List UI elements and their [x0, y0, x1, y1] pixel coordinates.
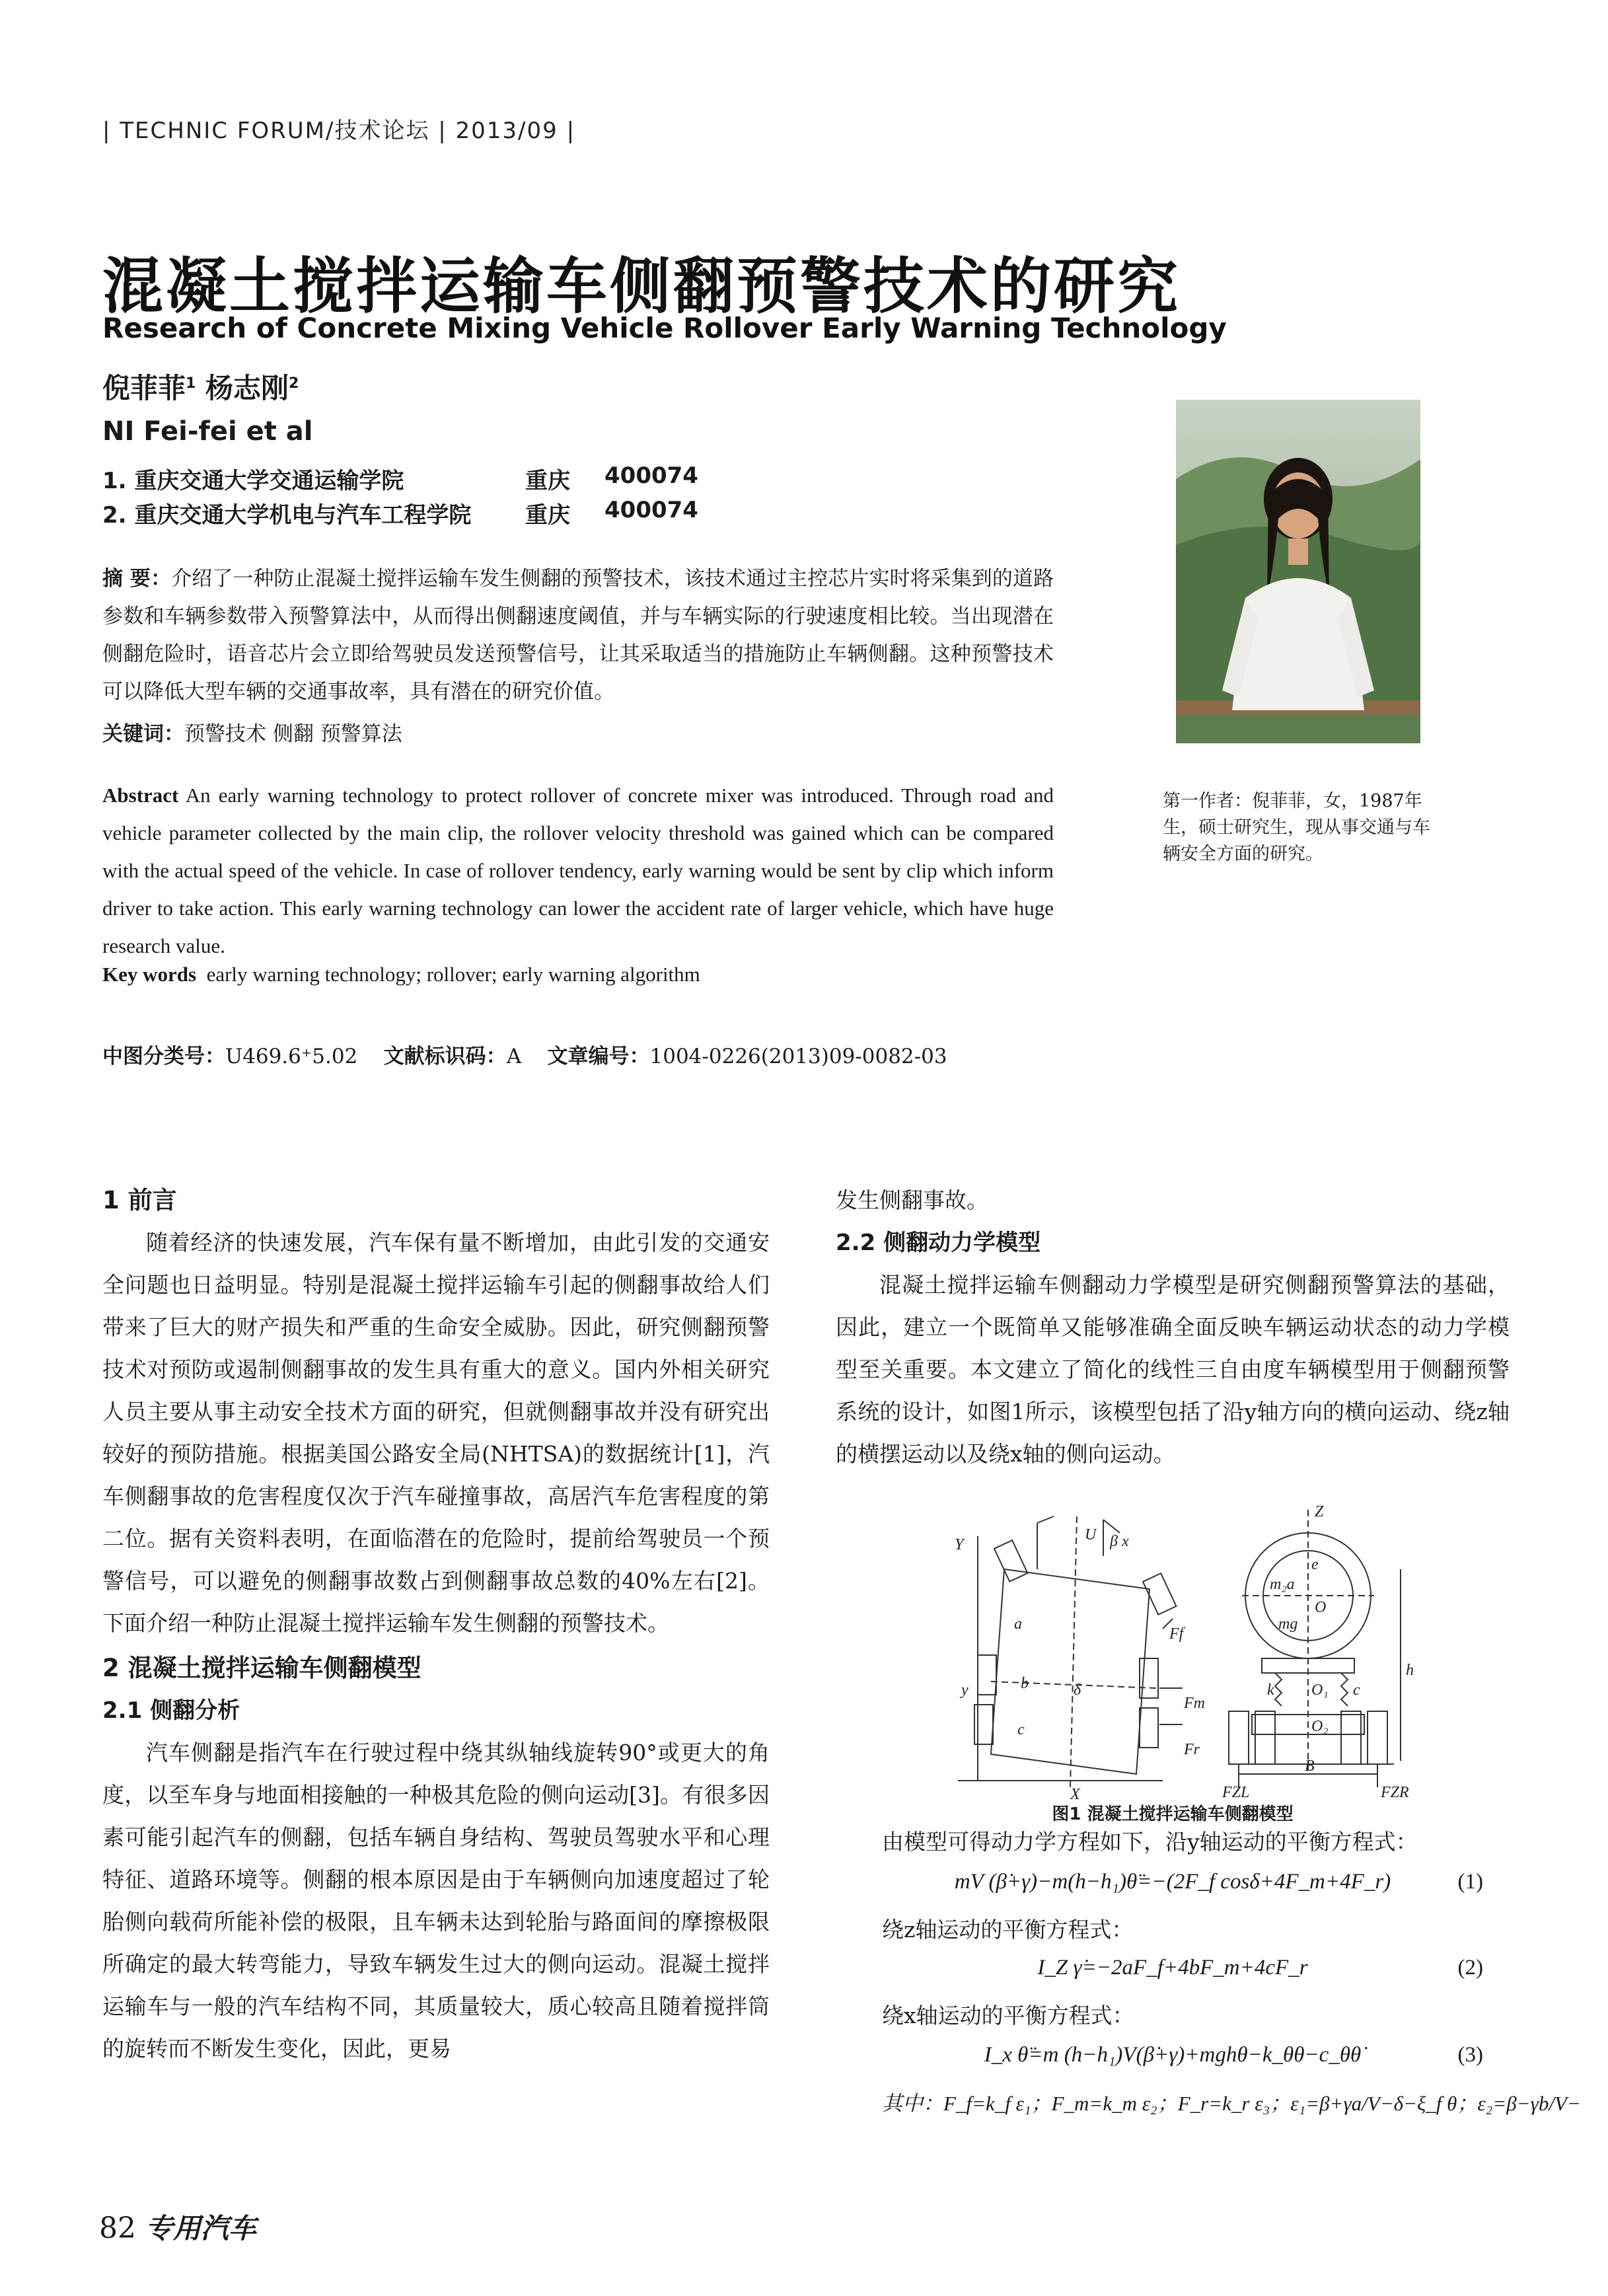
affiliation-1-city: 重庆	[525, 468, 570, 494]
equation-3-intro: 绕x轴运动的平衡方程式：	[882, 2003, 1134, 2028]
section-2-1-paragraph-cont: 发生侧翻事故。	[836, 1187, 988, 1213]
fig-label-m2a: m₂a	[1270, 1576, 1295, 1593]
classification-line	[102, 1039, 947, 1069]
fig-label-Fr: Fr	[1184, 1741, 1200, 1758]
fig-label-k: k	[1267, 1682, 1274, 1699]
section-2-heading: 2 混凝土搅拌运输车侧翻模型	[102, 1654, 421, 1682]
fig-label-B: B	[1305, 1758, 1315, 1775]
section-2-1-paragraph: 汽车侧翻是指汽车在行驶过程中绕其纵轴线旋转90°或更大的角度，以至车身与地面相接触的一种极其危险的侧向运动[3]。有很多因素可能引起汽车的侧翻，包括车辆自身结构、驾驶员驾驶水平和心理特征、道路环境等。侧翻的根本原因是由于车辆侧向加速度超过了轮胎侧向载荷所能补偿的极限，且车辆未达到轮胎与路面间的摩擦极限所确定的最大转弯能力，导致车辆发生过大的侧向运动。混凝土搅拌运输车与一般的汽车结构不同，其质量较大，质心较高且随着搅拌筒的旋转而不断发生变化，因此，更易	[102, 1740, 770, 2061]
abstract-cn-label: 摘 要：	[102, 567, 172, 591]
body-column-right	[836, 1179, 1510, 1475]
author-bio: 第一作者：倪菲菲，女，1987年生，硕士研究生，现从事交通与车辆安全方面的研究。	[1163, 791, 1430, 864]
fig-label-X: X	[1070, 1786, 1080, 1800]
fig-label-Y: Y	[955, 1536, 964, 1553]
fig-label-FZL: FZL	[1222, 1784, 1250, 1800]
abstract-cn-text: 介绍了一种防止混凝土搅拌运输车发生侧翻的预警技术，该技术通过主控芯片实时将采集到的道路参数和车辆参数带入预警算法中，从而得出侧翻速度阈值，并与车辆实际的行驶速度相比较。当出现潜在侧翻危险时，语音芯片会立即给驾驶员发送预警信号，让其采取适当的措施防止车辆侧翻。这种预警技术可以降低大型车辆的交通事故率，具有潜在的研究价值。	[102, 567, 1054, 704]
affiliation-2-city: 重庆	[525, 502, 570, 529]
running-header: | TECHNIC FORUM/技术论坛 | 2013/09 |	[102, 118, 576, 144]
fig-label-beta-x: β x	[1110, 1533, 1129, 1550]
equation-2-number: (2)	[1457, 1956, 1483, 1980]
author-1: 倪菲菲	[102, 372, 186, 404]
fig-label-Fm: Fm	[1184, 1695, 1205, 1712]
article-value: 1004-0226(2013)09-0082-03	[649, 1045, 947, 1068]
title-en: Research of Concrete Mixing Vehicle Rollover Early Warning Technology	[102, 312, 1227, 344]
figure-1-caption: 图1 混凝土搅拌运输车侧翻模型	[1052, 1804, 1294, 1824]
affiliation-1-name: 1. 重庆交通大学交通运输学院	[102, 468, 404, 494]
clc-value: U469.6⁺5.02	[225, 1045, 358, 1068]
fig-label-delta: δ	[1074, 1682, 1081, 1699]
doc-value: A	[506, 1045, 522, 1068]
section-2-2-paragraph: 混凝土搅拌运输车侧翻动力学模型是研究侧翻预警算法的基础，因此，建立一个既简单又能够准确全面反映车辆运动状态的动力学模型至关重要。本文建立了简化的线性三自由度车辆模型用于侧翻预警系统的设计，如图1所示，该模型包括了沿y轴方向的横向运动、绕z轴的横摆运动以及绕x轴的侧向运动。	[836, 1272, 1510, 1467]
fig-label-a: a	[1014, 1615, 1022, 1633]
fig-label-b: b	[1021, 1675, 1029, 1692]
page-number: 82	[99, 2211, 136, 2245]
affiliation-2-name: 2. 重庆交通大学机电与汽车工程学院	[102, 502, 472, 529]
title-cn: 混凝土搅拌运输车侧翻预警技术的研究	[102, 251, 1181, 322]
equation-3-number: (3)	[1457, 2043, 1483, 2067]
equation-2-body: I_Z γ̇=−2aF_f+4bF_m+4cF_r	[1037, 1956, 1308, 1980]
equation-3-body: I_x θ̈=m (h−h₁)V(β̇+γ)+mghθ−k_θθ−c_θθ̇	[984, 2043, 1362, 2067]
fig-label-e: e	[1311, 1556, 1319, 1573]
fig-label-O2: O₂	[1311, 1718, 1329, 1735]
affiliation-2	[102, 497, 763, 530]
affiliation-2-zip: 400074	[604, 497, 698, 523]
keywords-cn	[102, 717, 402, 747]
authors-cn	[102, 367, 299, 406]
equation-1	[836, 1870, 1510, 1894]
equation-3	[836, 2043, 1510, 2067]
page-footer	[99, 2207, 256, 2246]
abstract-en-text: An early warning technology to protect rollover of concrete mixer was introduced. Through road and vehicle parameter collected by the main clip, the rollover velocity threshold was gained which can be compared with the actual speed of the vehicle. In case of rollover tendency, early warning would be sent by clip which inform driver to take action. This early warning technology can lower the accident rate of larger vehicle, which have huge research value.	[102, 784, 1054, 957]
abstract-en-label: Abstract	[102, 784, 179, 807]
authors-en: NI Fei-fei et al	[102, 416, 313, 447]
keywords-cn-label: 关键词：	[102, 722, 184, 746]
fig-label-U: U	[1085, 1526, 1097, 1543]
affiliation-1	[102, 463, 763, 496]
fig-label-Ff: Ff	[1169, 1625, 1184, 1643]
author-photo	[1176, 400, 1420, 743]
article-label: 文章编号：	[547, 1045, 650, 1068]
equation-2	[836, 1956, 1510, 1980]
section-2-1-heading: 2.1 侧翻分析	[102, 1697, 240, 1724]
equations-intro: 由模型可得动力学方程如下，沿y轴运动的平衡方程式：	[882, 1829, 1418, 1855]
fig-label-FZR: FZR	[1381, 1784, 1409, 1800]
equation-2-intro: 绕z轴运动的平衡方程式：	[882, 1917, 1134, 1943]
body-column-left	[102, 1179, 770, 2070]
keywords-en-label: Key words	[102, 963, 197, 986]
journal-logo: 专用汽车	[145, 2212, 257, 2244]
equation-1-body: mV (β̇+γ)−m(h−h₁)θ̈=−(2F_f cosδ+4F_m+4F_r)	[954, 1870, 1391, 1894]
author-2-mark: 2	[288, 375, 299, 392]
fig-label-c0: c	[1353, 1682, 1360, 1699]
doc-label: 文献标识码：	[383, 1045, 507, 1068]
section-1-heading: 1 前言	[102, 1186, 177, 1214]
fig-label-h: h	[1406, 1662, 1414, 1679]
affiliation-1-zip: 400074	[604, 463, 698, 489]
fig-label-Z: Z	[1315, 1503, 1324, 1520]
clc-label: 中图分类号：	[102, 1045, 225, 1068]
abstract-en	[102, 776, 1054, 965]
keywords-cn-text: 预警技术 侧翻 预警算法	[184, 722, 402, 746]
figure-1-rollover-model	[938, 1497, 1440, 1800]
fig-label-c: c	[1017, 1721, 1025, 1738]
keywords-en-text: early warning technology; rollover; early warning algorithm	[206, 963, 700, 986]
section-1-paragraph: 随着经济的快速发展，汽车保有量不断增加，由此引发的交通安全问题也日益明显。特别是混凝土搅拌运输车引起的侧翻事故给人们带来了巨大的财产损失和严重的生命安全威胁。因此，研究侧翻预警技术对预防或遏制侧翻事故的发生具有重大的意义。国内外相关研究人员主要从事主动安全技术方面的研究，但就侧翻事故并没有研究出较好的预防措施。根据美国公路安全局(NHTSA)的数据统计[1]，汽车侧翻事故的危害程度仅次于汽车碰撞事故，高居汽车危害程度的第二位。据有关资料表明，在面临潜在的危险时，提前给驾驶员一个预警信号，可以避免的侧翻事故数占到侧翻事故总数的40%左右[2]。下面介绍一种防止混凝土搅拌运输车发生侧翻的预警技术。	[102, 1230, 770, 1636]
fig-label-O1: O₁	[1311, 1682, 1329, 1699]
fig-label-mg: mg	[1278, 1615, 1298, 1633]
fig-label-O: O	[1315, 1599, 1327, 1616]
fig-label-y: y	[961, 1682, 968, 1699]
abstract-cn	[102, 560, 1054, 711]
equation-definitions: 其中：F_f=k_f ε₁；F_m=k_m ε₂；F_r=k_r ε₃；ε₁=β+γa/V−δ−ξ_f θ；ε₂=β−γb/V−	[882, 2092, 1581, 2115]
author-2: 杨志刚	[205, 372, 289, 404]
keywords-en	[102, 963, 700, 986]
equation-1-number: (1)	[1457, 1870, 1483, 1894]
author-1-mark: 1	[186, 375, 196, 392]
section-2-2-heading: 2.2 侧翻动力学模型	[836, 1230, 1041, 1256]
